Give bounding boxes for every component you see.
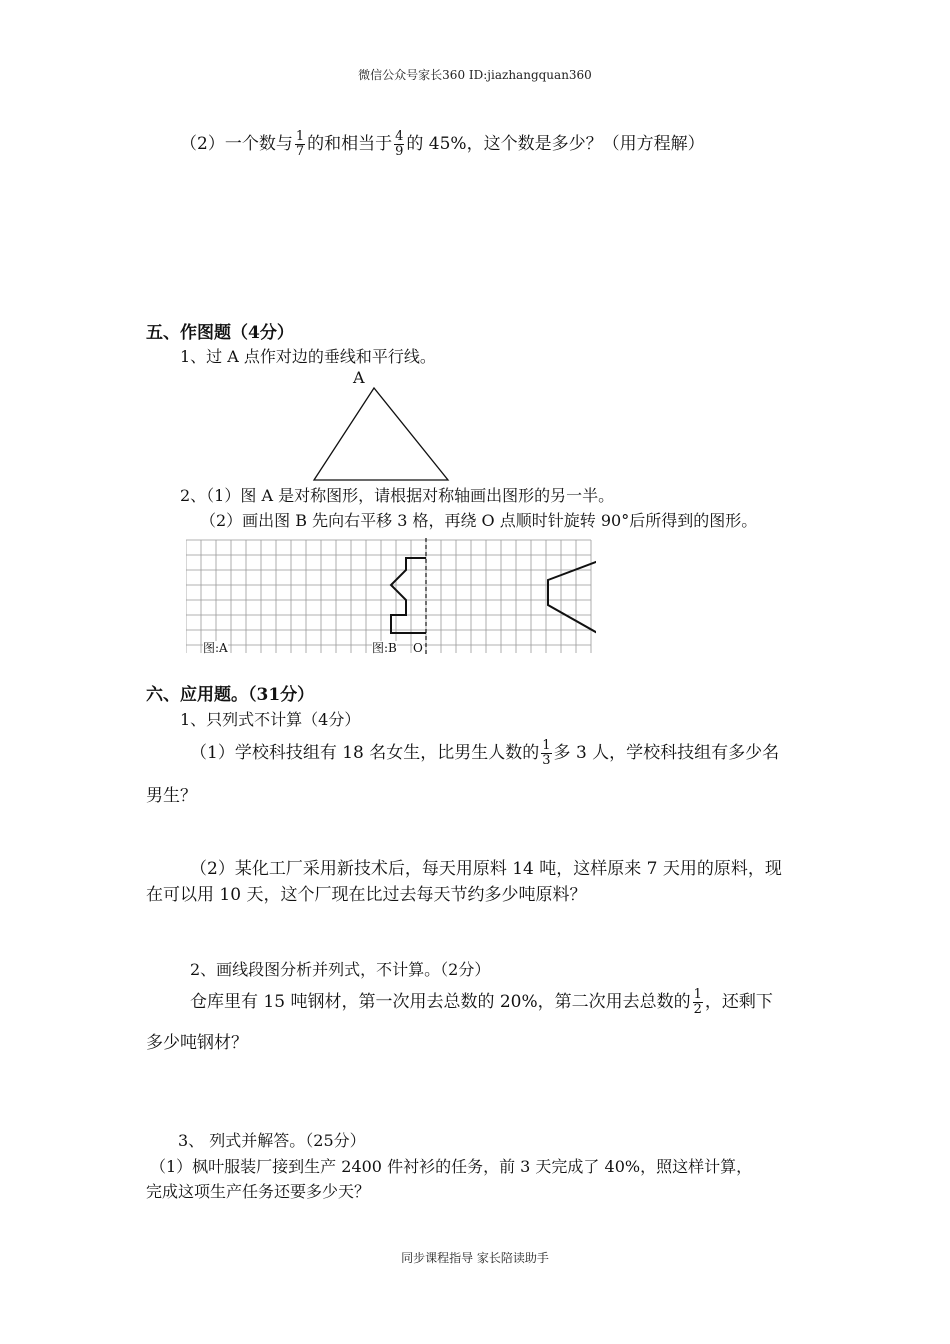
page-header: 微信公众号家长360 ID:jiazhangquan360 <box>358 68 592 82</box>
section-6-question-1-1: （1）学校科技组有 18 名女生，比男生人数的 $\frac{1}{3}$ 多 3 人，学校科技组有多少名 <box>190 738 780 768</box>
section-6-question-1-2-line2: 在可以用 10 天，这个厂现在比过去每天节约多少吨原料？ <box>146 885 587 905</box>
fraction-1-3: $\frac{1}{3}$ <box>542 738 551 768</box>
triangle-figure <box>300 380 460 490</box>
grid-label-b: 图:B <box>372 641 397 655</box>
section-6-question-3-1-line2: 完成这项生产任务还要多少天？ <box>146 1182 371 1201</box>
section-5-title: 五、作图题（4分） <box>146 323 294 343</box>
section-6-question-1-1-line2: 男生？ <box>146 786 197 806</box>
figure-b-trapezoid <box>548 560 596 635</box>
section-5-question-2-1: 2、（1）图 A 是对称图形，请根据对称轴画出图形的另一半。 <box>180 486 615 505</box>
grid-figure <box>186 538 596 658</box>
section-6-question-3-1-line1: （1）枫叶服装厂接到生产 2400 件衬衫的任务，前 3 天完成了 40%，照这样计算， <box>150 1157 753 1176</box>
section-6-question-1-2-line1: （2）某化工厂采用新技术后，每天用原料 14 吨，这样原来 7 天用的原料，现 <box>190 859 782 879</box>
section-6-question-2-line2: 多少吨钢材？ <box>146 1033 248 1053</box>
section-5-question-1: 1、过 A 点作对边的垂线和平行线。 <box>180 347 436 366</box>
triangle-vertex-label: A <box>353 368 365 387</box>
question-4-2: （2）一个数与 $\frac{1}{7}$ 的和相当于 $\frac{4}{9}$ 的 45%，这个数是多少？（用方程解） <box>180 129 705 159</box>
page-footer: 同步课程指导 家长陪读助手 <box>401 1251 549 1265</box>
fraction-1-7: $\frac{1}{7}$ <box>295 129 305 159</box>
section-6-question-2-title: 2、画线段图分析并列式，不计算。（2分） <box>190 960 491 979</box>
section-6-title: 六、应用题。（31分） <box>146 685 315 705</box>
grid-label-o: O <box>413 641 423 655</box>
fraction-1-2: $\frac{1}{2}$ <box>693 987 702 1017</box>
section-6-question-3-title: 3、 列式并解答。（25分） <box>178 1131 366 1150</box>
section-5-question-2-2: （2）画出图 B 先向右平移 3 格，再绕 O 点顺时针旋转 90°后所得到的图形。 <box>200 511 758 530</box>
section-6-question-2: 仓库里有 15 吨钢材，第一次用去总数的 20%，第二次用去总数的 $\frac{1}{2}$ ，还剩下 <box>190 987 773 1017</box>
section-6-question-1-title: 1、只列式不计算（4分） <box>180 710 361 729</box>
grid-label-a: 图:A <box>203 641 228 655</box>
fraction-4-9: $\frac{4}{9}$ <box>395 129 404 159</box>
